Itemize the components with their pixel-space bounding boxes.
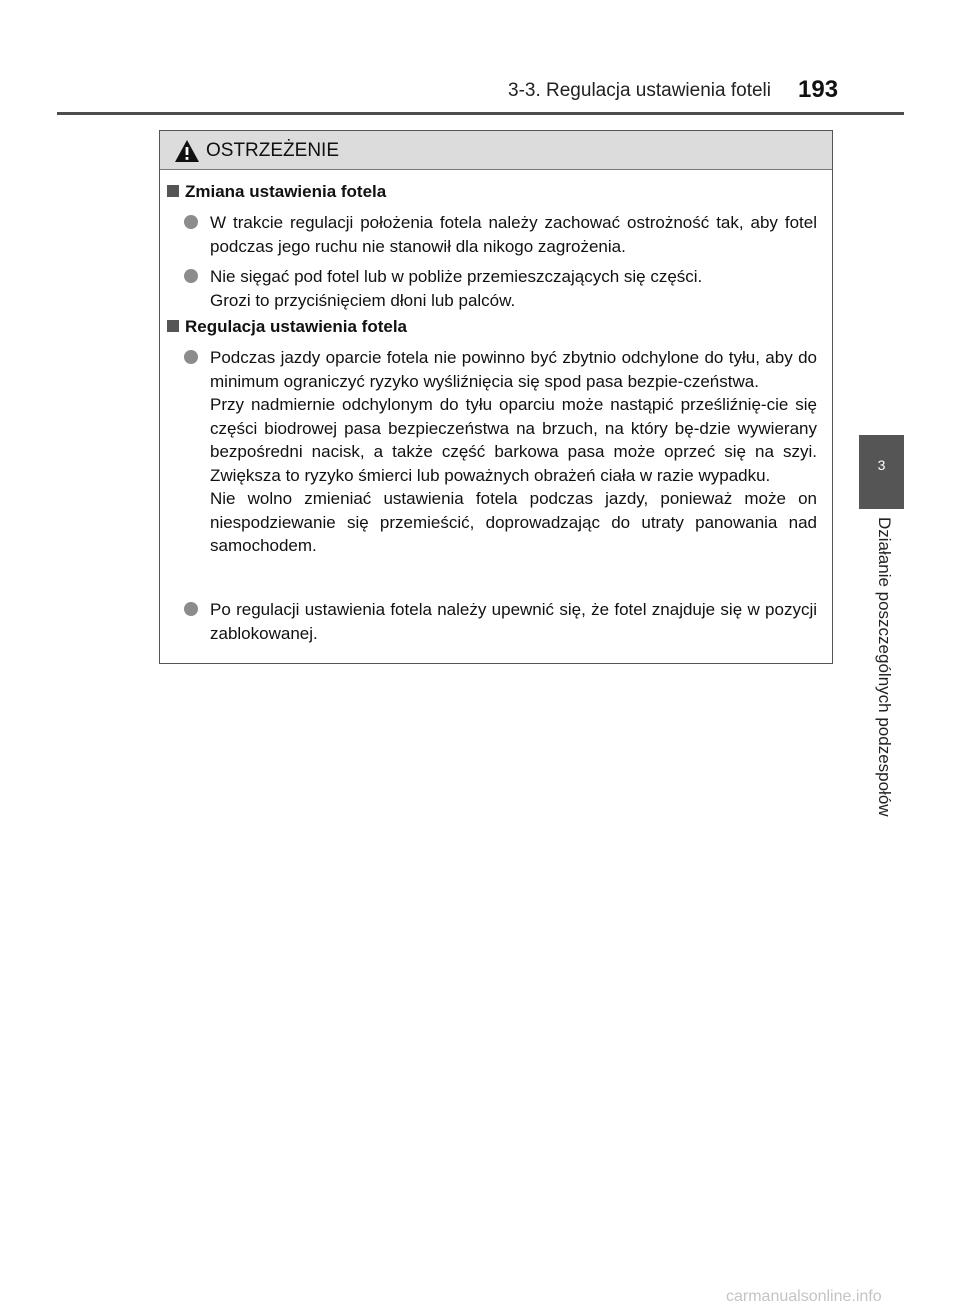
section-title (167, 317, 407, 337)
item-paragraph: Przy nadmiernie odchylonym do tyłu oparciu może nastąpić prześliźnię-cie się części biodrowej pasa bezpieczeństwa na brzuch, na który bę-dzie wywierany bezpośredni nacisk, a także część barkowa pasa może oprzeć się na szyi. Zwiększa to ryzyko śmierci lub poważnych obrażeń ciała w razie wypadku. (210, 395, 817, 485)
bullet-icon (184, 602, 198, 616)
item-paragraph: Grozi to przyciśnięciem dłoni lub palców. (210, 290, 516, 310)
header-section-title: 3-3. Regulacja ustawienia foteli (508, 80, 771, 101)
warning-header (160, 131, 832, 170)
bullet-icon (184, 269, 198, 283)
header-divider (57, 112, 904, 115)
item-paragraph: Podczas jazdy oparcie fotela nie powinno być zbytnio odchylone do tyłu, aby do minimum ograniczyć ryzyko wyśliźnięcia się spod pasa bezpie-czeństwa. (210, 348, 817, 391)
chapter-tab (859, 435, 904, 509)
watermark: carmanualsonline.info (726, 1288, 882, 1305)
list-item (184, 346, 817, 558)
square-bullet-icon (167, 320, 179, 332)
list-item (184, 265, 817, 312)
item-paragraph: Nie sięgać pod fotel lub w pobliże przemieszczających się części. (210, 267, 703, 286)
list-item (184, 211, 817, 258)
square-bullet-icon (167, 185, 179, 197)
warning-title: OSTRZEŻENIE (206, 140, 340, 161)
section-title (167, 182, 386, 202)
bullet-icon (184, 350, 198, 364)
warning-triangle-icon (174, 139, 200, 163)
item-paragraph: Nie wolno zmieniać ustawienia fotela podczas jazdy, ponieważ może on niespodziewanie się przemieścić, doprowadzając do utraty panowania nad samochodem. (210, 489, 817, 555)
bullet-icon (184, 215, 198, 229)
chapter-title: Działanie poszczególnych podzespołów (875, 517, 894, 817)
section-title-text: Regulacja ustawienia fotela (185, 317, 408, 336)
page-number: 193 (798, 76, 839, 103)
section-title-text: Zmiana ustawienia fotela (185, 182, 387, 201)
item-paragraph: Po regulacji ustawienia fotela należy upewnić się, że fotel znajduje się w pozycji zablokowanej. (210, 600, 817, 643)
list-item (184, 598, 817, 645)
chapter-number: 3 (877, 457, 886, 473)
item-paragraph: W trakcie regulacji położenia fotela należy zachować ostrożność tak, aby fotel podczas jego ruchu nie stanowił dla nikogo zagrożenia. (210, 213, 817, 256)
warning-box (159, 130, 833, 664)
